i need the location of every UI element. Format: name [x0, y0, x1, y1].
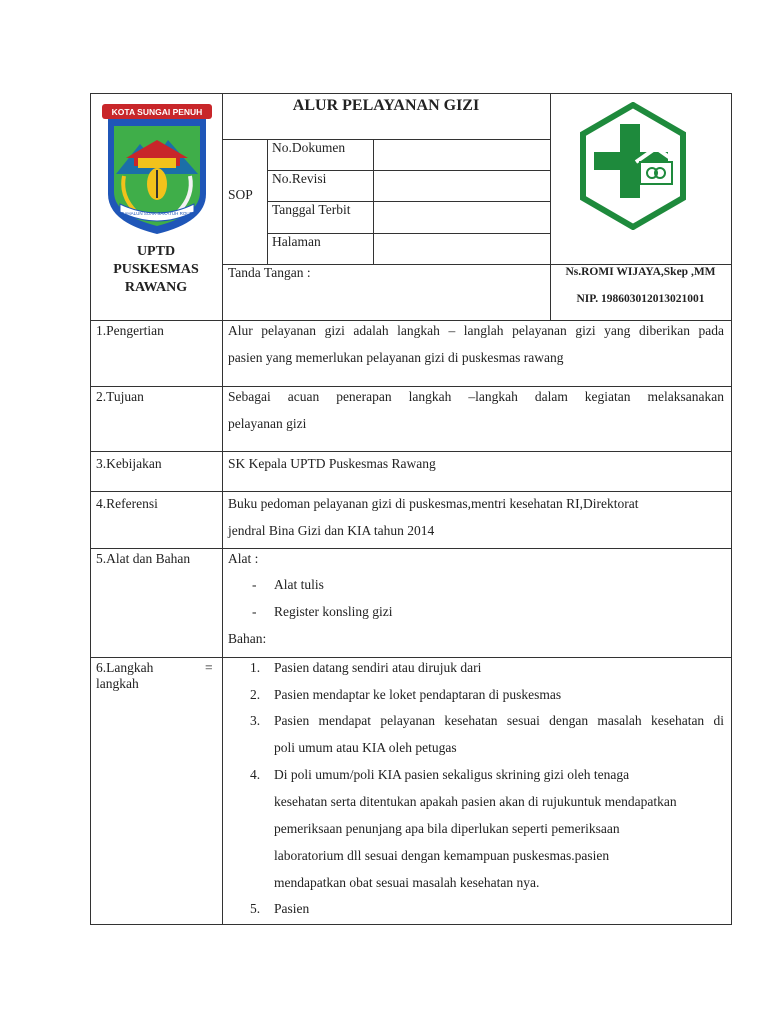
pengertian-text-line1: Alur pelayanan gizi adalah langkah – langlah pelayanan gizi yang diberikan pada: [228, 323, 724, 338]
step-4-line-3: pemeriksaan penunjang apa bila diperlukan seperti pemeriksaan: [274, 821, 620, 836]
signature-label: Tanda Tangan :: [228, 265, 311, 280]
alat-label: 5.Alat dan Bahan: [96, 551, 191, 566]
meta-label-no-revisi: No.Revisi: [272, 171, 327, 186]
signer-name: Ns.ROMI WIJAYA,Skep ,MM: [565, 266, 716, 278]
kota-sungai-penuh-logo: [102, 96, 212, 236]
langkah-label-part1: 6.Langkah: [96, 660, 154, 675]
step-5-line-1: Pasien: [274, 901, 310, 916]
org-name-line1: UPTD: [136, 244, 176, 259]
alat-item-2: Register konsling gizi: [274, 604, 393, 619]
logo-emblem-stick: [156, 170, 158, 198]
meta-label-halaman: Halaman: [272, 234, 321, 249]
meta-label-tanggal-terbit: Tanggal Terbit: [272, 202, 351, 217]
puskesmas-logo: [578, 102, 688, 230]
alat-item-dash-2: -: [252, 604, 257, 619]
step-4-line-1: Di poli umum/poli KIA pasien sekaligus skrining gizi oleh tenaga: [274, 767, 630, 782]
step-4-line-5: mendapatkan obat sesuai masalah kesehatan nya.: [274, 875, 540, 890]
step-num-3: 3.: [250, 713, 261, 728]
langkah-label-part2: =: [205, 660, 213, 675]
alat-item-1: Alat tulis: [274, 577, 324, 592]
alat-item-dash-1: -: [252, 577, 257, 592]
pengertian-text-line2: pasien yang memerlukan pelayanan gizi di puskesmas rawang: [228, 350, 564, 365]
rule-bottom: [90, 924, 732, 925]
rule-left: [90, 93, 91, 925]
tujuan-text-line2: pelayanan gizi: [228, 416, 307, 431]
step-2-line-1: Pasien mendaptar ke loket pendaptaran di puskesmas: [274, 687, 562, 702]
org-name-line3: RAWANG: [124, 280, 188, 295]
langkah-label-part3: langkah: [96, 676, 139, 691]
org-name-line2: PUSKESMAS: [113, 262, 199, 277]
referensi-text-line1: Buku pedoman pelayanan gizi di puskesmas,mentri kesehatan RI,Direktorat: [228, 496, 639, 511]
rule-col1: [222, 93, 223, 925]
step-3-line-2: poli umum atau KIA oleh petugas: [274, 740, 457, 755]
logo-house-body: [138, 158, 176, 168]
rule-meta-col: [373, 139, 374, 264]
referensi-text-line2: jendral Bina Gizi dan KIA tahun 2014: [228, 523, 435, 538]
kebijakan-label: 3.Kebijakan: [96, 456, 162, 471]
step-num-2: 2.: [250, 687, 261, 702]
sop-label: SOP: [228, 187, 253, 202]
step-1-line-1: Pasien datang sendiri atau dirujuk dari: [274, 660, 482, 675]
step-3-line-1: Pasien mendapat pelayanan kesehatan sesuai dengan masalah kesehatan di: [274, 713, 724, 728]
rule-right: [731, 93, 732, 925]
tujuan-label: 2.Tujuan: [96, 389, 144, 404]
meta-label-no-dokumen: No.Dokumen: [272, 140, 346, 155]
step-4-line-4: laboratorium dll sesuai dengan kemampuan puskesmas.pasien: [274, 848, 610, 863]
alat-heading: Alat :: [228, 551, 259, 566]
page-title: ALUR PELAYANAN GIZI: [292, 97, 480, 114]
signer-nip: NIP. 198603012013021001: [576, 293, 705, 305]
step-num-1: 1.: [250, 660, 261, 675]
logo-banner-text: KOTA SUNGAI PENUH: [111, 107, 203, 117]
step-num-5: 5.: [250, 901, 261, 916]
step-4-line-2: kesehatan serta ditentukan apakah pasien akan di rujukuntuk mendapatkan: [274, 794, 677, 809]
bahan-heading: Bahan:: [228, 631, 267, 646]
step-num-4: 4.: [250, 767, 261, 782]
tujuan-text-line1: Sebagai acuan penerapan langkah –langkah dalam kegiatan melaksanakan: [228, 389, 724, 404]
kebijakan-text: SK Kepala UPTD Puskesmas Rawang: [228, 456, 436, 471]
sop-document: [90, 93, 732, 925]
rule-sop-col: [267, 139, 268, 264]
referensi-label: 4.Referensi: [96, 496, 158, 511]
pengertian-label: 1.Pengertian: [96, 323, 164, 338]
logo-motto-text: SAHALUN SUAK SAKATUH ROUE: [121, 211, 193, 216]
